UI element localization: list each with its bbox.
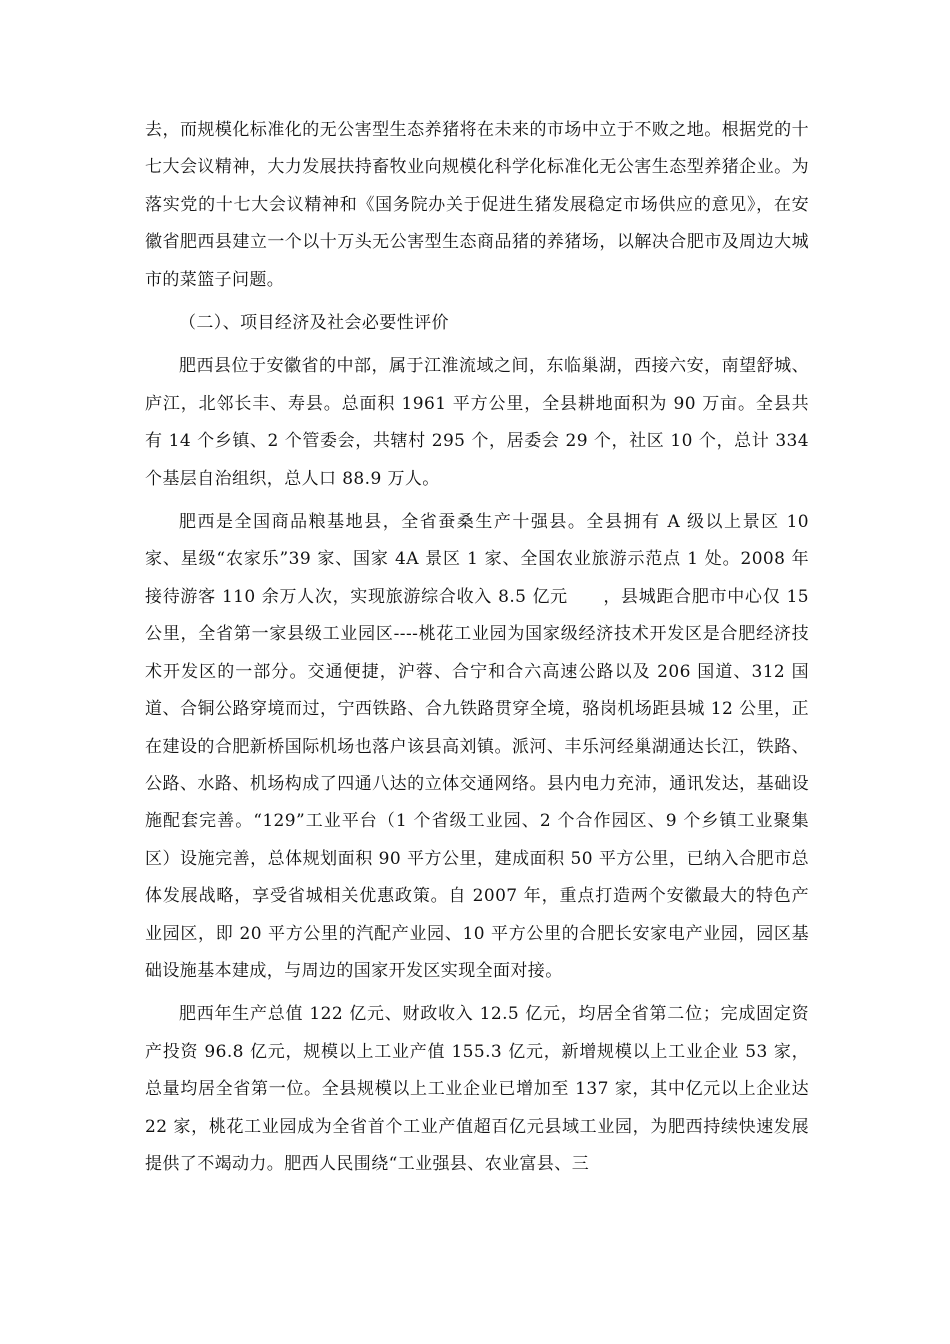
section-heading: （二）、项目经济及社会必要性评价: [179, 313, 449, 334]
document-body: [145, 112, 809, 1183]
paragraph-continuation: 去，而规模化标准化的无公害型生态养猪将在未来的市场中立于不败之地。根据党的十七大会议精神，大力发展扶持畜牧业向规模化科学化标准化无公害生态型养猪企业。为落实党的十七大会议精神和《国务院办关于促进生猪发展稳定市场供应的意见》，在安徽省肥西县建立一个以十万头无公害型生态商品猪的养猪场，以解决合肥市及周边大城市的菜篮子问题。: [145, 120, 809, 290]
paragraph-overview: 肥西是全国商品粮基地县，全省蚕桑生产十强县。全县拥有 A 级以上景区 10 家、星级“农家乐”39 家、国家 4A 景区 1 家、全国农业旅游示范点 1 处。2008 年接待游客 110 余万人次，实现旅游综合收入 8.5 亿元 ，县城距合肥市中心仅 15 公里，全省第一家县级工业园区----桃花工业园为国家级经济技术开发区是合肥经济技术开发区的一部分。交通便捷，沪蓉、合宁和合六高速公路以及 206 国道、312 国道、合铜公路穿境而过，宁西铁路、合九铁路贯穿全境，骆岗机场距县城 12 公里，正在建设的合肥新桥国际机场也落户该县高刘镇。派河、丰乐河经巢湖通达长江，铁路、公路、水路、机场构成了四通八达的立体交通网络。县内电力充沛，通讯发达，基础设施配套完善。“129”工业平台（1 个省级工业园、2 个合作园区、9 个乡镇工业聚集区）设施完善，总体规划面积 90 平方公里，建成面积 50 平方公里，已纳入合肥市总体发展战略，享受省城相关优惠政策。自 2007 年，重点打造两个安徽最大的特色产业园区，即 20 平方公里的汽配产业园、10 平方公里的合肥长安家电产业园，园区基础设施基本建成，与周边的国家开发区实现全面对接。: [145, 512, 809, 981]
paragraph-location: 肥西县位于安徽省的中部，属于江淮流域之间，东临巢湖，西接六安，南望舒城、庐江，北邻长丰、寿县。总面积 1961 平方公里，全县耕地面积为 90 万亩。全县共有 14 个乡镇、2 个管委会，共辖村 295 个，居委会 29 个，社区 10 个，总计 334 个基层自治组织，总人口 88.9 万人。: [145, 356, 809, 489]
paragraph-economy: 肥西年生产总值 122 亿元、财政收入 12.5 亿元，均居全省第二位；完成固定资产投资 96.8 亿元，规模以上工业产值 155.3 亿元，新增规模以上工业企业 53 家，总量均居全省第一位。全县规模以上工业企业已增加至 137 家，其中亿元以上企业达 22 家，桃花工业园成为全省首个工业产值超百亿元县域工业园，为肥西持续快速发展提供了不竭动力。肥西人民围绕“工业强县、农业富县、三: [145, 1004, 809, 1174]
